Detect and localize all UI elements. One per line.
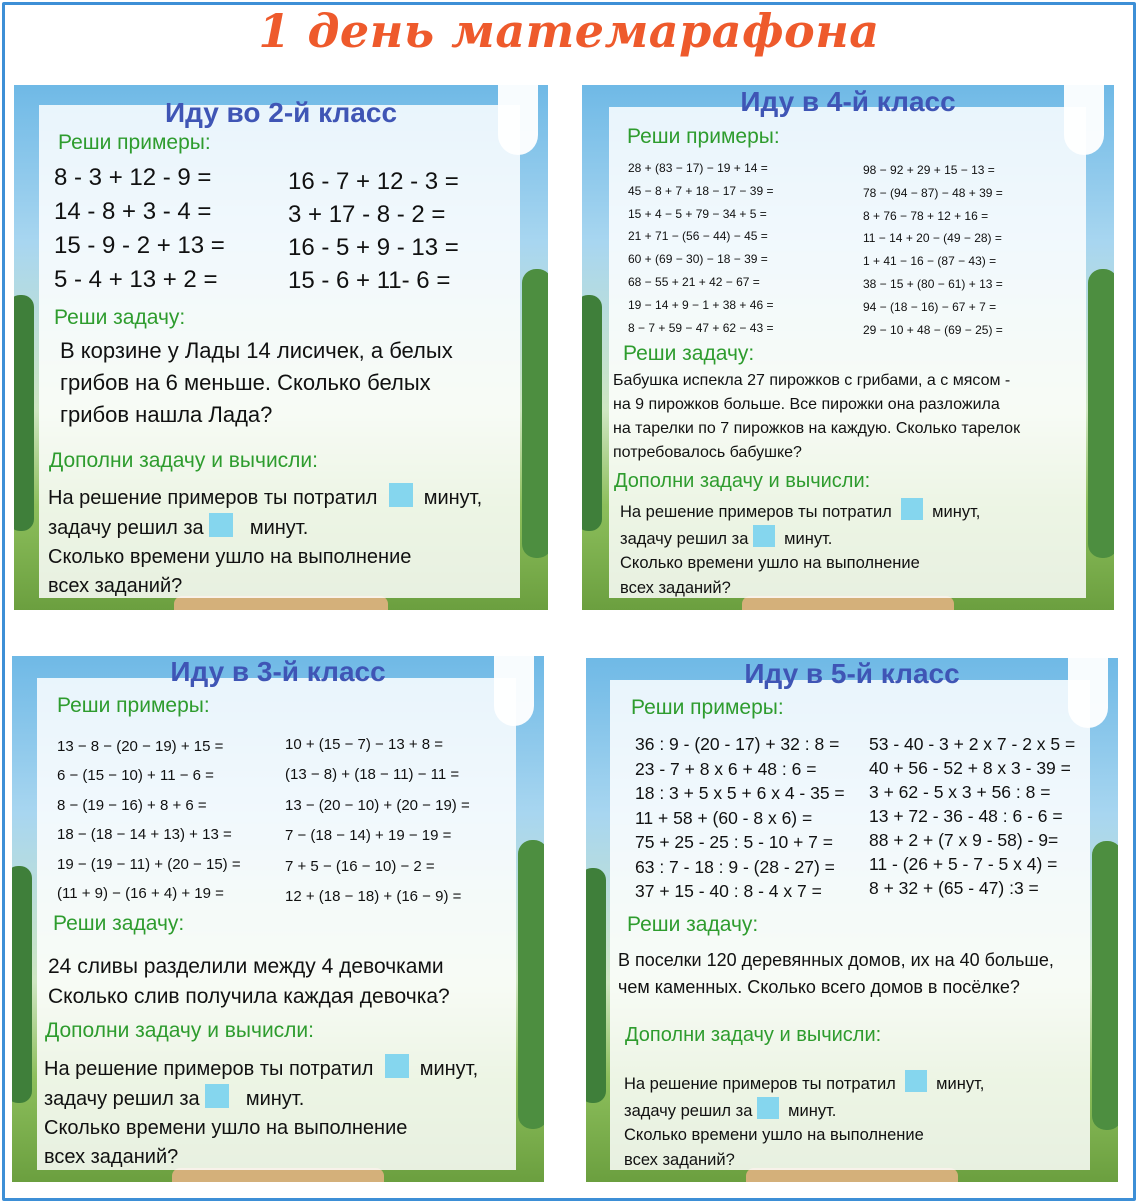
example: (11 + 9) − (16 + 4) + 19 =: [57, 885, 224, 903]
example: 68 − 55 + 21 + 42 − 67 =: [628, 274, 760, 289]
section-extra: Дополни задачу и вычисли:: [45, 1019, 315, 1042]
examples-column-1: [628, 157, 773, 339]
card-title: Иду в 5-й класс: [744, 658, 960, 689]
example: 60 + (69 − 30) − 18 − 39 =: [628, 252, 768, 267]
extra-text: На решение примеров ты потратил минут, задачу решил за минут. Сколько времени ушло на выполнение всех заданий?: [48, 483, 482, 601]
example: 3 + 17 - 8 - 2 =: [288, 201, 446, 228]
tree-decoration: [582, 295, 602, 531]
tree-decoration: [12, 866, 32, 1103]
section-task: Реши задачу:: [623, 342, 755, 365]
section-task: Реши задачу:: [53, 912, 185, 935]
task-text: 24 сливы разделили между 4 девочками Сколько слив получила каждая девочка?: [48, 955, 450, 1008]
example: 13 + 72 - 36 - 48 : 6 - 6 =: [869, 806, 1063, 826]
tree-decoration: [1088, 269, 1114, 558]
task-text: В корзине у Лады 14 лисичек, а белых грибов на 6 меньше. Сколько белых грибов нашла Лада?: [60, 338, 453, 427]
example: 38 − 15 + (80 − 61) + 13 =: [863, 276, 1003, 291]
answer-box[interactable]: [901, 498, 923, 520]
example: 15 + 4 − 5 + 79 − 34 + 5 =: [628, 206, 767, 221]
example: 40 + 56 - 52 + 8 х 3 - 39 =: [869, 758, 1071, 778]
example: 7 + 5 − (16 − 10) − 2 =: [285, 857, 435, 875]
answer-box[interactable]: [385, 1054, 409, 1078]
example: 11 - (26 + 5 - 7 - 5 х 4) =: [869, 854, 1058, 874]
examples-column-2: [288, 165, 459, 297]
examples-column-1: [635, 732, 845, 904]
tree-decoration: [518, 840, 544, 1129]
answer-box[interactable]: [753, 525, 775, 547]
example: 98 − 92 + 29 + 15 − 13 =: [863, 163, 995, 177]
example: 16 - 5 + 9 - 13 =: [288, 234, 459, 261]
tree-decoration: [522, 269, 548, 558]
answer-box[interactable]: [209, 513, 233, 537]
section-task: Реши задачу:: [54, 306, 186, 329]
section-task: Реши задачу:: [627, 913, 759, 936]
example: 94 − (18 − 16) − 67 + 7 =: [863, 299, 997, 314]
example: 11 + 58 + (60 - 8 х 6) =: [635, 807, 813, 828]
answer-box[interactable]: [757, 1097, 779, 1119]
examples-column-2: [869, 732, 1075, 900]
tree-decoration: [586, 868, 606, 1104]
section-extra: Дополни задачу и вычисли:: [49, 449, 319, 472]
card-title: Иду в 4-й класс: [740, 86, 956, 117]
example: 36 : 9 - (20 - 17) + 32 : 8 =: [635, 734, 840, 754]
extra-text: На решение примеров ты потратил минут, задачу решил за минут. Сколько времени ушло на выполнение всех заданий?: [620, 498, 980, 600]
example: 8 − 7 + 59 − 47 + 62 − 43 =: [628, 320, 774, 335]
answer-box[interactable]: [905, 1070, 927, 1092]
example: 45 − 8 + 7 + 18 − 17 − 39 =: [628, 183, 774, 198]
extra-text: На решение примеров ты потратил минут, задачу решил за минут. Сколько времени ушло на выполнение всех заданий?: [44, 1054, 478, 1172]
task-text: В поселки 120 деревянных домов, их на 40 больше, чем каменных. Сколько всего домов в посёлке?: [618, 950, 1054, 997]
section-extra: Дополни задачу и вычисли:: [614, 470, 871, 492]
section-extra: Дополни задачу и вычисли:: [625, 1024, 882, 1046]
example: (13 − 8) + (18 − 11) − 11 =: [285, 766, 460, 784]
tree-decoration: [14, 295, 34, 531]
examples-column-1: [54, 161, 225, 297]
answer-box[interactable]: [389, 483, 413, 507]
example: 13 − 8 − (20 − 19) + 15 =: [57, 738, 224, 755]
example: 18 − (18 − 14 + 13) + 13 =: [57, 826, 232, 844]
example: 7 − (18 − 14) + 19 − 19 =: [285, 827, 452, 845]
example: 37 + 15 - 40 : 8 - 4 х 7 =: [635, 881, 822, 901]
example: 8 + 76 − 78 + 12 + 16 =: [863, 208, 989, 223]
example: 53 - 40 - 3 + 2 х 7 - 2 х 5 =: [869, 734, 1076, 754]
example: 75 + 25 - 25 : 5 - 10 + 7 =: [635, 832, 833, 852]
example: 18 : 3 + 5 х 5 + 6 х 4 - 35 =: [635, 783, 845, 803]
example: 29 − 10 + 48 − (69 − 25) =: [863, 322, 1003, 337]
card-grade-2: [14, 85, 548, 610]
example: 28 + (83 − 17) − 19 + 14 =: [628, 161, 768, 175]
example: 21 + 71 − (56 − 44) − 45 =: [628, 229, 768, 244]
example: 8 − (19 − 16) + 8 + 6 =: [57, 796, 207, 814]
examples-column-1: [57, 732, 241, 908]
example: 5 - 4 + 13 + 2 =: [54, 266, 218, 293]
answer-box[interactable]: [205, 1084, 229, 1108]
example: 63 : 7 - 18 : 9 - (28 - 27) =: [635, 856, 835, 877]
card-grade-3: [12, 656, 544, 1182]
card-title: Иду в 3-й класс: [170, 656, 386, 687]
example: 1 + 41 − 16 − (87 − 43) =: [863, 254, 997, 269]
example: 19 − 14 + 9 − 1 + 38 + 46 =: [628, 297, 774, 312]
task-text: Бабушка испекла 27 пирожков с грибами, а с мясом - на 9 пирожков больше. Все пирожки она разложила на тарелки по 7 пирожков на каждую. Сколько тарелок потребовалось бабушке?: [613, 372, 1021, 461]
example: 6 − (15 − 10) + 11 − 6 =: [57, 767, 214, 785]
examples-column-2: [863, 159, 1003, 341]
card-grade-4: [582, 85, 1114, 610]
example: 78 − (94 − 87) − 48 + 39 =: [863, 185, 1003, 200]
section-examples: Реши примеры:: [58, 131, 211, 154]
example: 16 - 7 + 12 - 3 =: [288, 168, 459, 195]
main-title: 1 день матемарафона: [258, 4, 880, 58]
example: 14 - 8 + 3 - 4 =: [54, 198, 212, 225]
example: 8 - 3 + 12 - 9 =: [54, 164, 212, 191]
example: 13 − (20 − 10) + (20 − 19) =: [285, 796, 470, 814]
example: 8 + 32 + (65 - 47) :3 =: [869, 878, 1039, 898]
section-examples: Реши примеры:: [57, 694, 210, 717]
example: 15 - 9 - 2 + 13 =: [54, 232, 225, 259]
example: 15 - 6 + 11- 6 =: [288, 267, 451, 294]
section-examples: Реши примеры:: [627, 125, 780, 148]
card-title: Иду во 2-й класс: [164, 97, 398, 128]
section-examples: Реши примеры:: [631, 696, 784, 719]
extra-text: На решение примеров ты потратил минут, задачу решил за минут. Сколько времени ушло на выполнение всех заданий?: [624, 1070, 984, 1172]
example: 12 + (18 − 18) + (16 − 9) =: [285, 888, 462, 906]
example: 19 − (19 − 11) + (20 − 15) =: [57, 855, 241, 873]
example: 88 + 2 + (7 х 9 - 58) - 9=: [869, 830, 1059, 850]
example: 3 + 62 - 5 х 3 + 56 : 8 =: [869, 782, 1051, 802]
tree-decoration: [1092, 841, 1118, 1129]
examples-column-2: [285, 730, 470, 912]
example: 23 - 7 + 8 х 6 + 48 : 6 =: [635, 758, 817, 779]
example: 10 + (15 − 7) − 13 + 8 =: [285, 736, 444, 753]
card-grade-5: [586, 658, 1118, 1182]
example: 11 − 14 + 20 − (49 − 28) =: [863, 231, 1002, 246]
